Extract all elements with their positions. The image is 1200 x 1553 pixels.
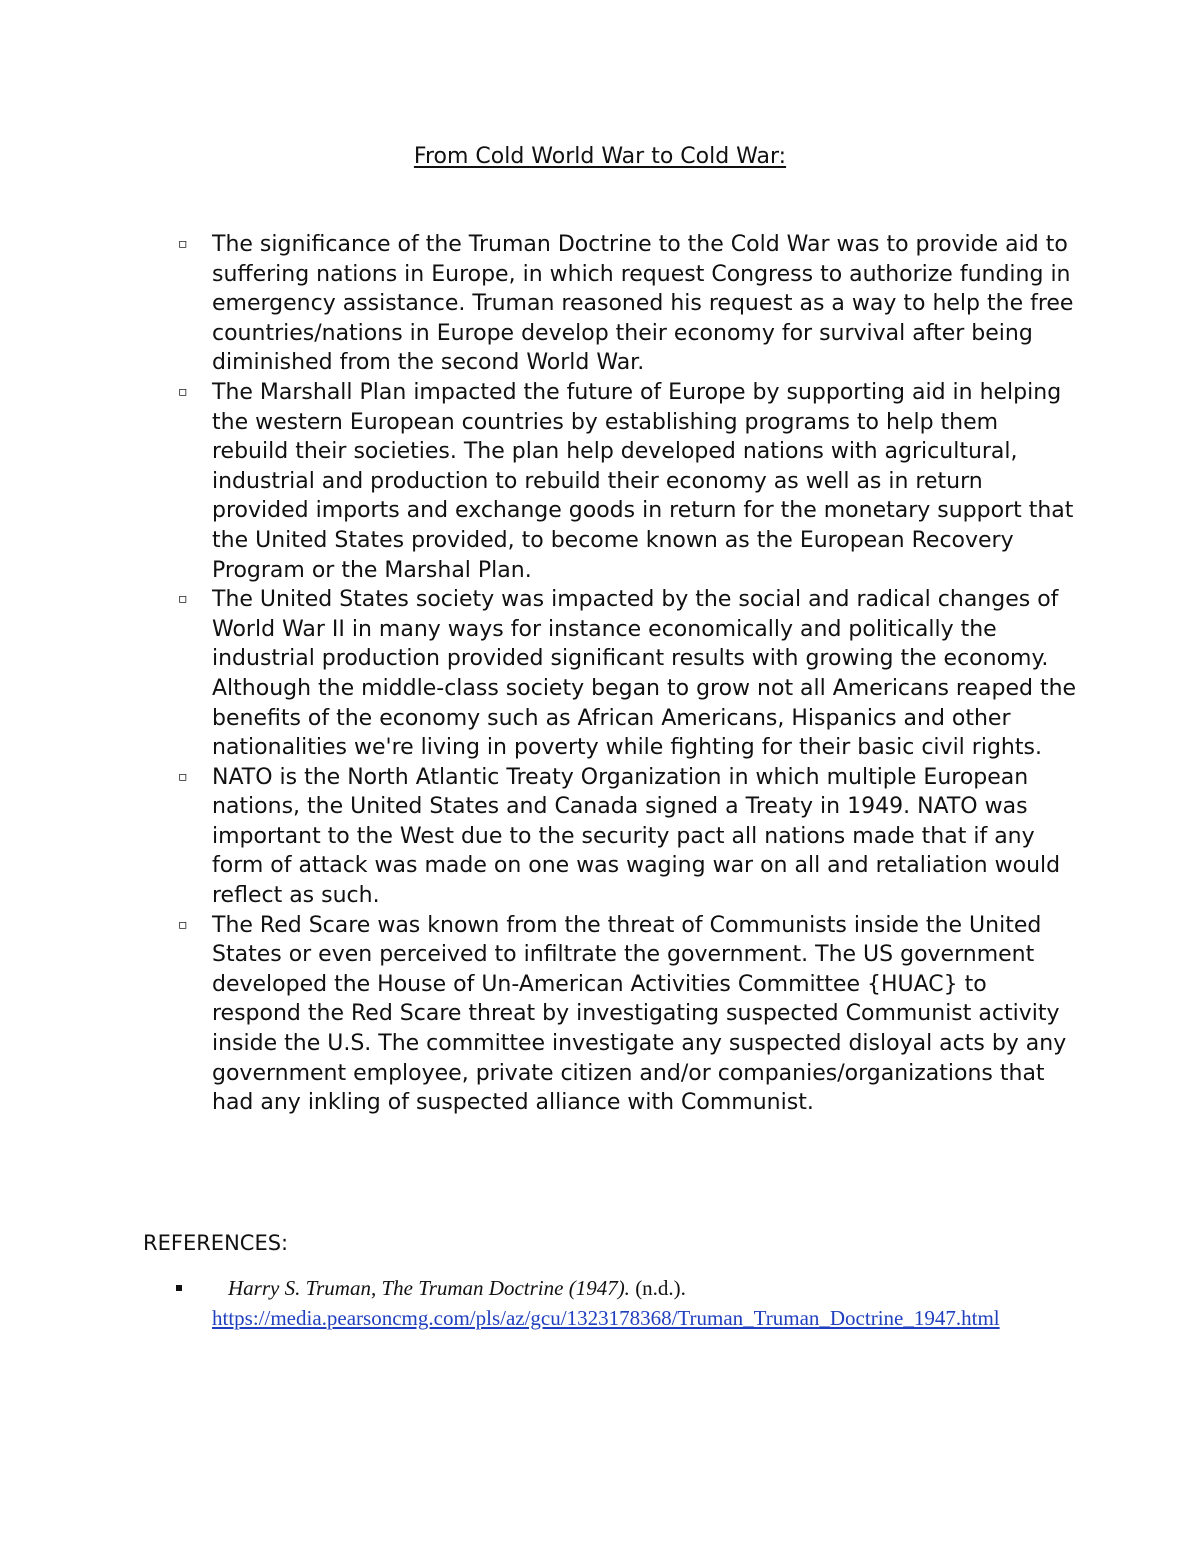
key-points-list [178, 230, 1080, 1118]
hollow-square-bullet-icon: ▫ [178, 236, 188, 252]
references-list [212, 1273, 1072, 1333]
list-item [178, 585, 1080, 763]
hollow-square-bullet-icon: ▫ [178, 768, 188, 785]
list-item [178, 378, 1080, 585]
list-item-text: NATO is the North Atlantic Treaty Organization in which multiple European nations, the United States and Canada signed a Treaty in 1949. NATO was important to the West due to the security pact all nations made that if any form of attack was made on one was waging war on all and retaliation would reflect as such. [212, 764, 1061, 909]
hollow-square-bullet-icon: ▫ [178, 916, 188, 933]
reference-item [212, 1273, 1072, 1333]
list-item [178, 230, 1080, 378]
reference-citation [212, 1273, 1072, 1303]
hollow-square-bullet-icon: ▫ [178, 591, 188, 608]
filled-square-bullet-icon [176, 1285, 182, 1291]
list-item-text: The significance of the Truman Doctrine to the Cold War was to provide aid to suffering nations in Europe, in which request Congress to authorize funding in emergency assistance. Truman reasoned his request as a way to help the free countries/nations in Europe develop their economy for survival after being diminished from the second World War. [212, 232, 1074, 376]
list-item-text: The Marshall Plan impacted the future of Europe by supporting aid in helping the western European countries by establishing programs to help them rebuild their societies. The plan help developed nations with agricultural, industrial and production to rebuild their economy as well as in return provided imports and exchange goods in return for the monetary support that the United States provided, to become known as the European Recovery Program or the Marshal Plan. [212, 379, 1074, 583]
references-heading: REFERENCES: [143, 1231, 289, 1255]
reference-title: Harry S. Truman, The Truman Doctrine (1947). [228, 1276, 630, 1300]
list-item [178, 763, 1080, 911]
list-item [178, 911, 1080, 1118]
list-item-text: The Red Scare was known from the threat of Communists inside the United States or even perceived to infiltrate the government. The US government developed the House of Un-American Activities Committee {HUAC} to respond the Red Scare threat by investigating suspected Communist activity inside the U.S. The committee investigate any suspected disloyal acts by any government employee, private citizen and/or companies/organizations that had any inkling of suspected alliance with Communist. [212, 912, 1067, 1116]
hollow-square-bullet-icon: ▫ [178, 383, 188, 400]
list-item-text: The United States society was impacted by the social and radical changes of World War II in many ways for instance economically and politically the industrial production provided significant results with growing the economy. Although the middle-class society began to grow not all Americans reaped the benefits of the economy such as African Americans, Hispanics and other nationalities we're living in poverty while fighting for their basic civil rights. [212, 587, 1077, 761]
reference-link[interactable]: https://media.pearsoncmg.com/pls/az/gcu/1323178368/Truman_Truman_Doctrine_1947.html [212, 1306, 1000, 1330]
document-title: From Cold World War to Cold War: [413, 144, 787, 169]
reference-date: (n.d.). [635, 1276, 686, 1300]
